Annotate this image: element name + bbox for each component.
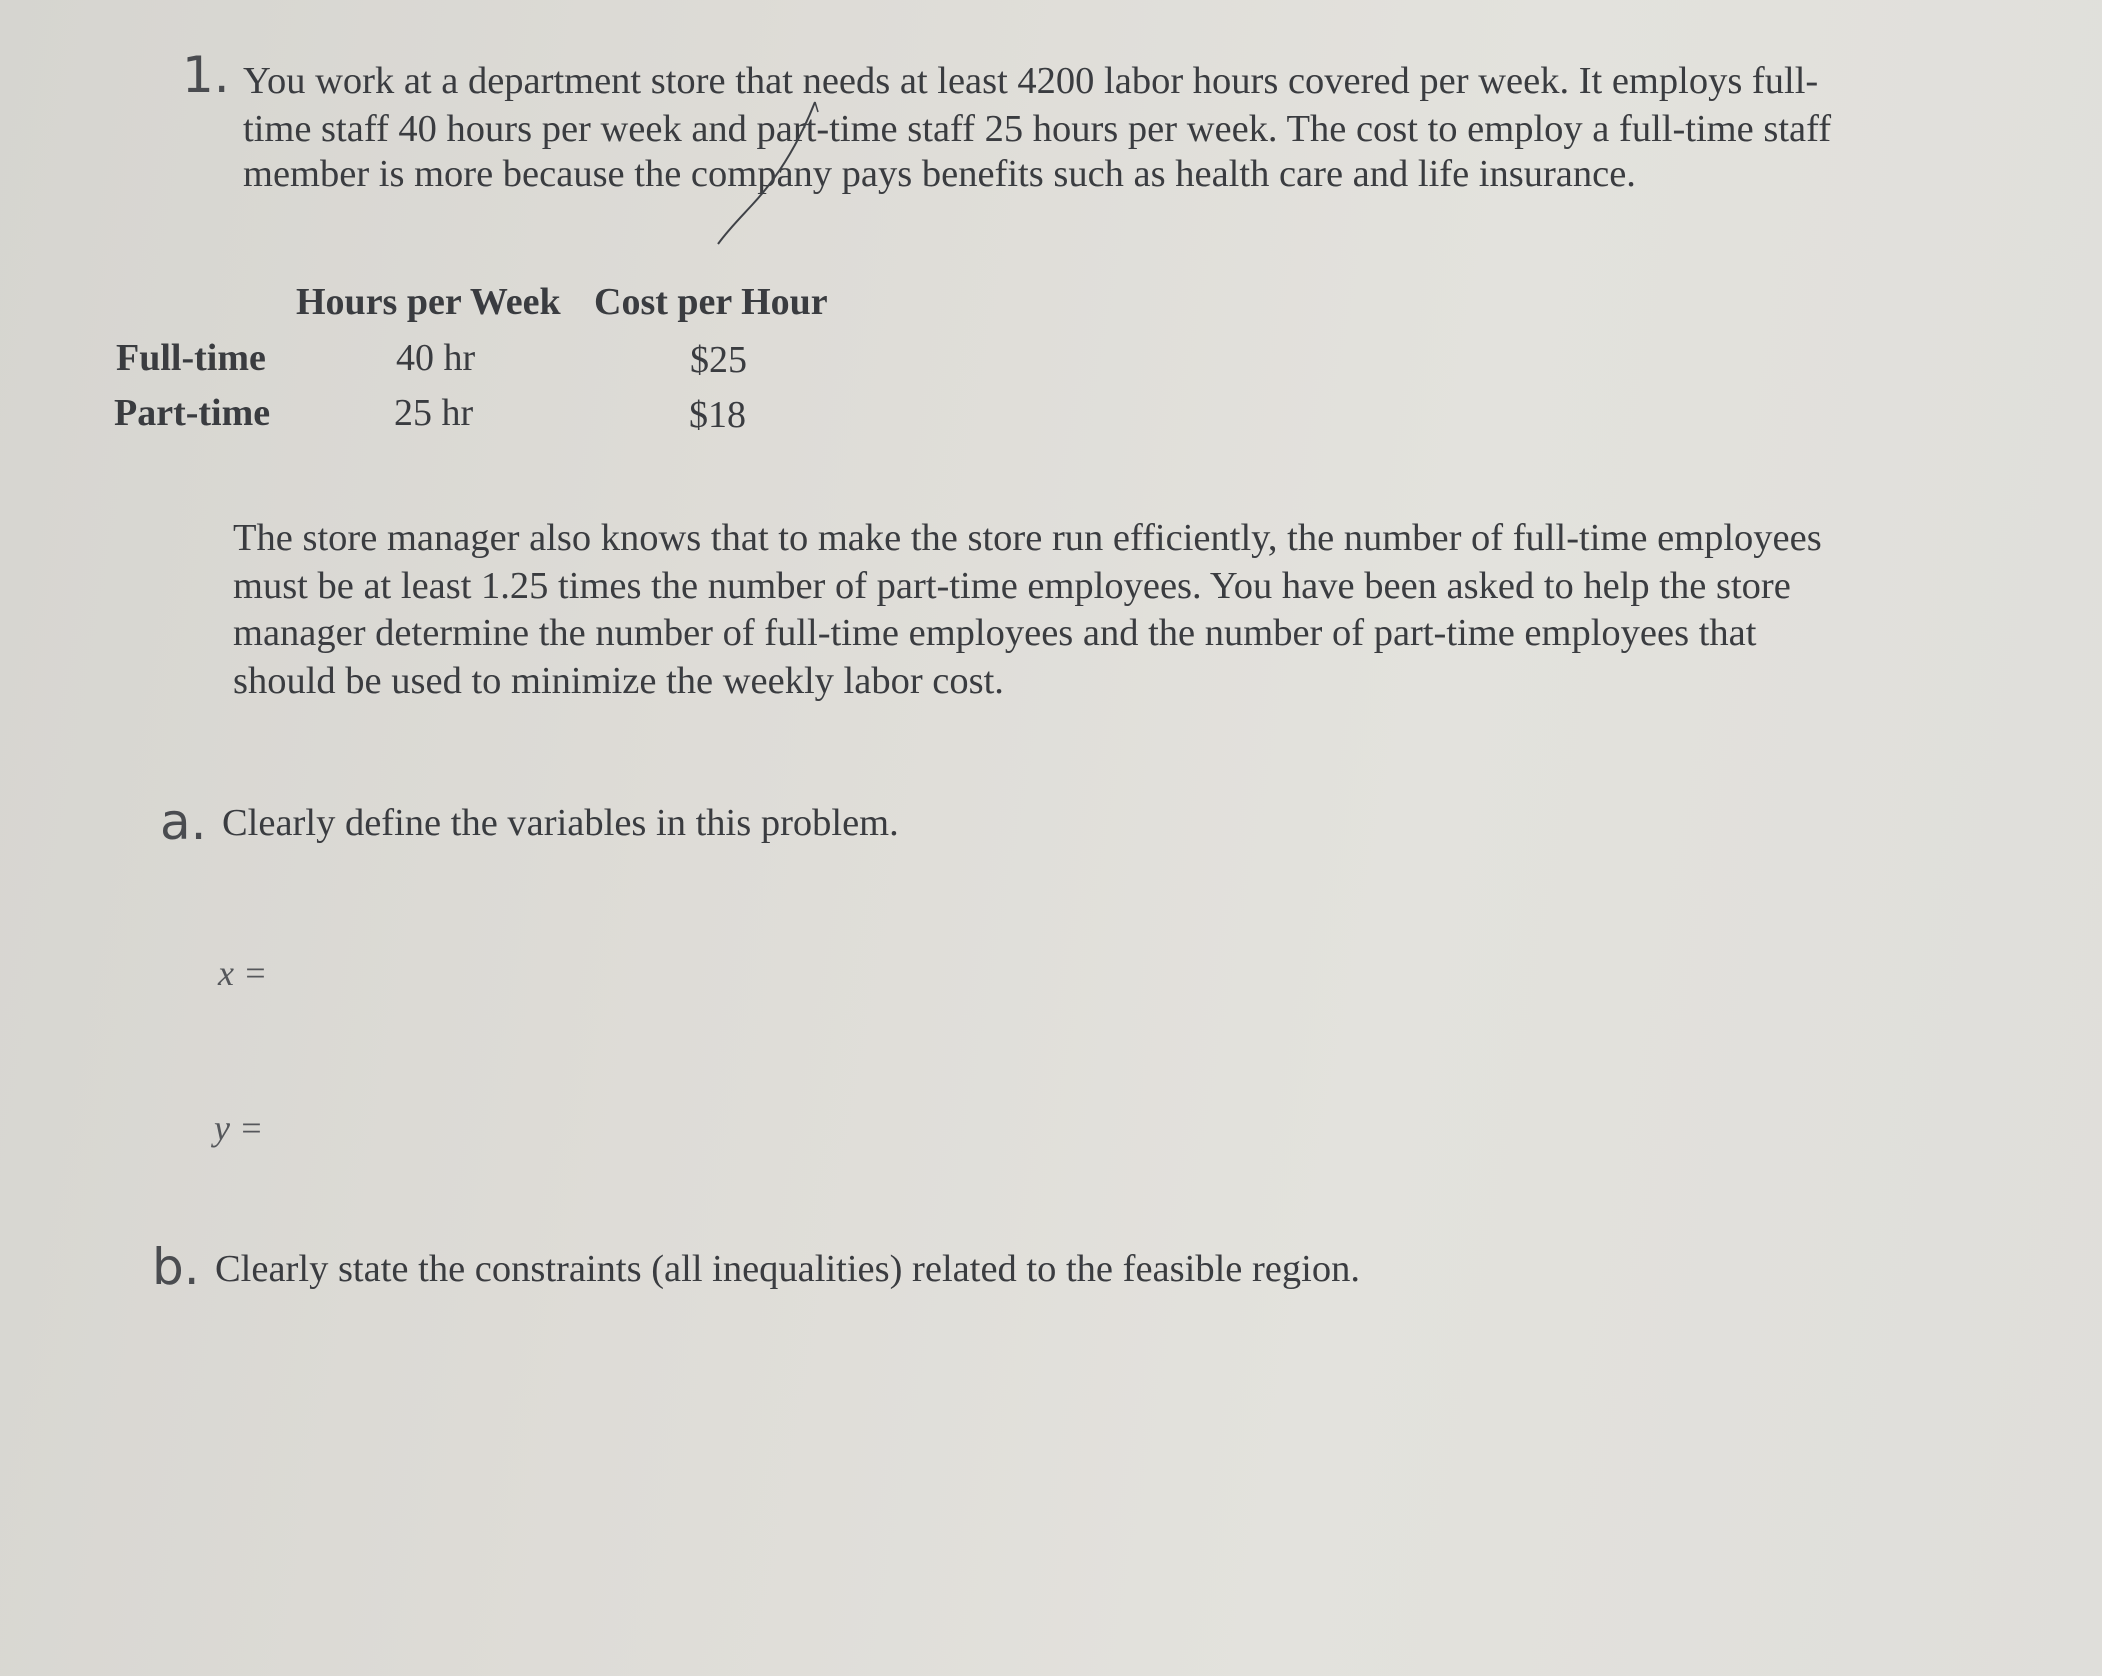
manager-line: must be at least 1.25 times the number of part-time employees. You have been asked to help the store <box>233 564 1791 607</box>
table-header-cost: Cost per Hour <box>594 281 828 323</box>
table-cell-full-time-cost: $25 <box>690 339 747 381</box>
problem-number: 1. <box>182 46 230 104</box>
x-variable-prompt: x = <box>218 953 268 993</box>
table-cell-part-time-hours: 25 hr <box>394 392 474 434</box>
pen-stroke-mark <box>0 0 2102 300</box>
manager-line: The store manager also knows that to make the store run efficiently, the number of full-time employees <box>233 517 1822 559</box>
part-b-label: b. <box>152 1238 200 1296</box>
manager-line: should be used to minimize the weekly labor cost. <box>233 659 1004 702</box>
intro-line: member is more because the company pays benefits such as health care and life insurance. <box>243 153 1636 195</box>
y-variable-prompt: y = <box>214 1108 264 1148</box>
part-a-question: Clearly define the variables in this problem. <box>222 802 899 844</box>
part-a-label: a. <box>160 793 207 851</box>
intro-line: time staff 40 hours per week and part-time staff 25 hours per week. The cost to employ a full-time staff <box>243 107 1832 150</box>
manager-line: manager determine the number of full-time employees and the number of part-time employees that <box>233 612 1757 654</box>
intro-line: You work at a department store that needs at least 4200 labor hours covered per week. It employs full- <box>243 60 1819 102</box>
table-row-label-part-time: Part-time <box>114 392 271 434</box>
part-b-question: Clearly state the constraints (all inequalities) related to the feasible region. <box>215 1248 1360 1290</box>
manager-paragraph <box>233 515 1822 705</box>
table-cell-part-time-cost: $18 <box>689 394 746 436</box>
table-header-hours: Hours per Week <box>296 281 561 323</box>
table-cell-full-time-hours: 40 hr <box>396 337 476 379</box>
table-row-label-full-time: Full-time <box>116 337 266 379</box>
